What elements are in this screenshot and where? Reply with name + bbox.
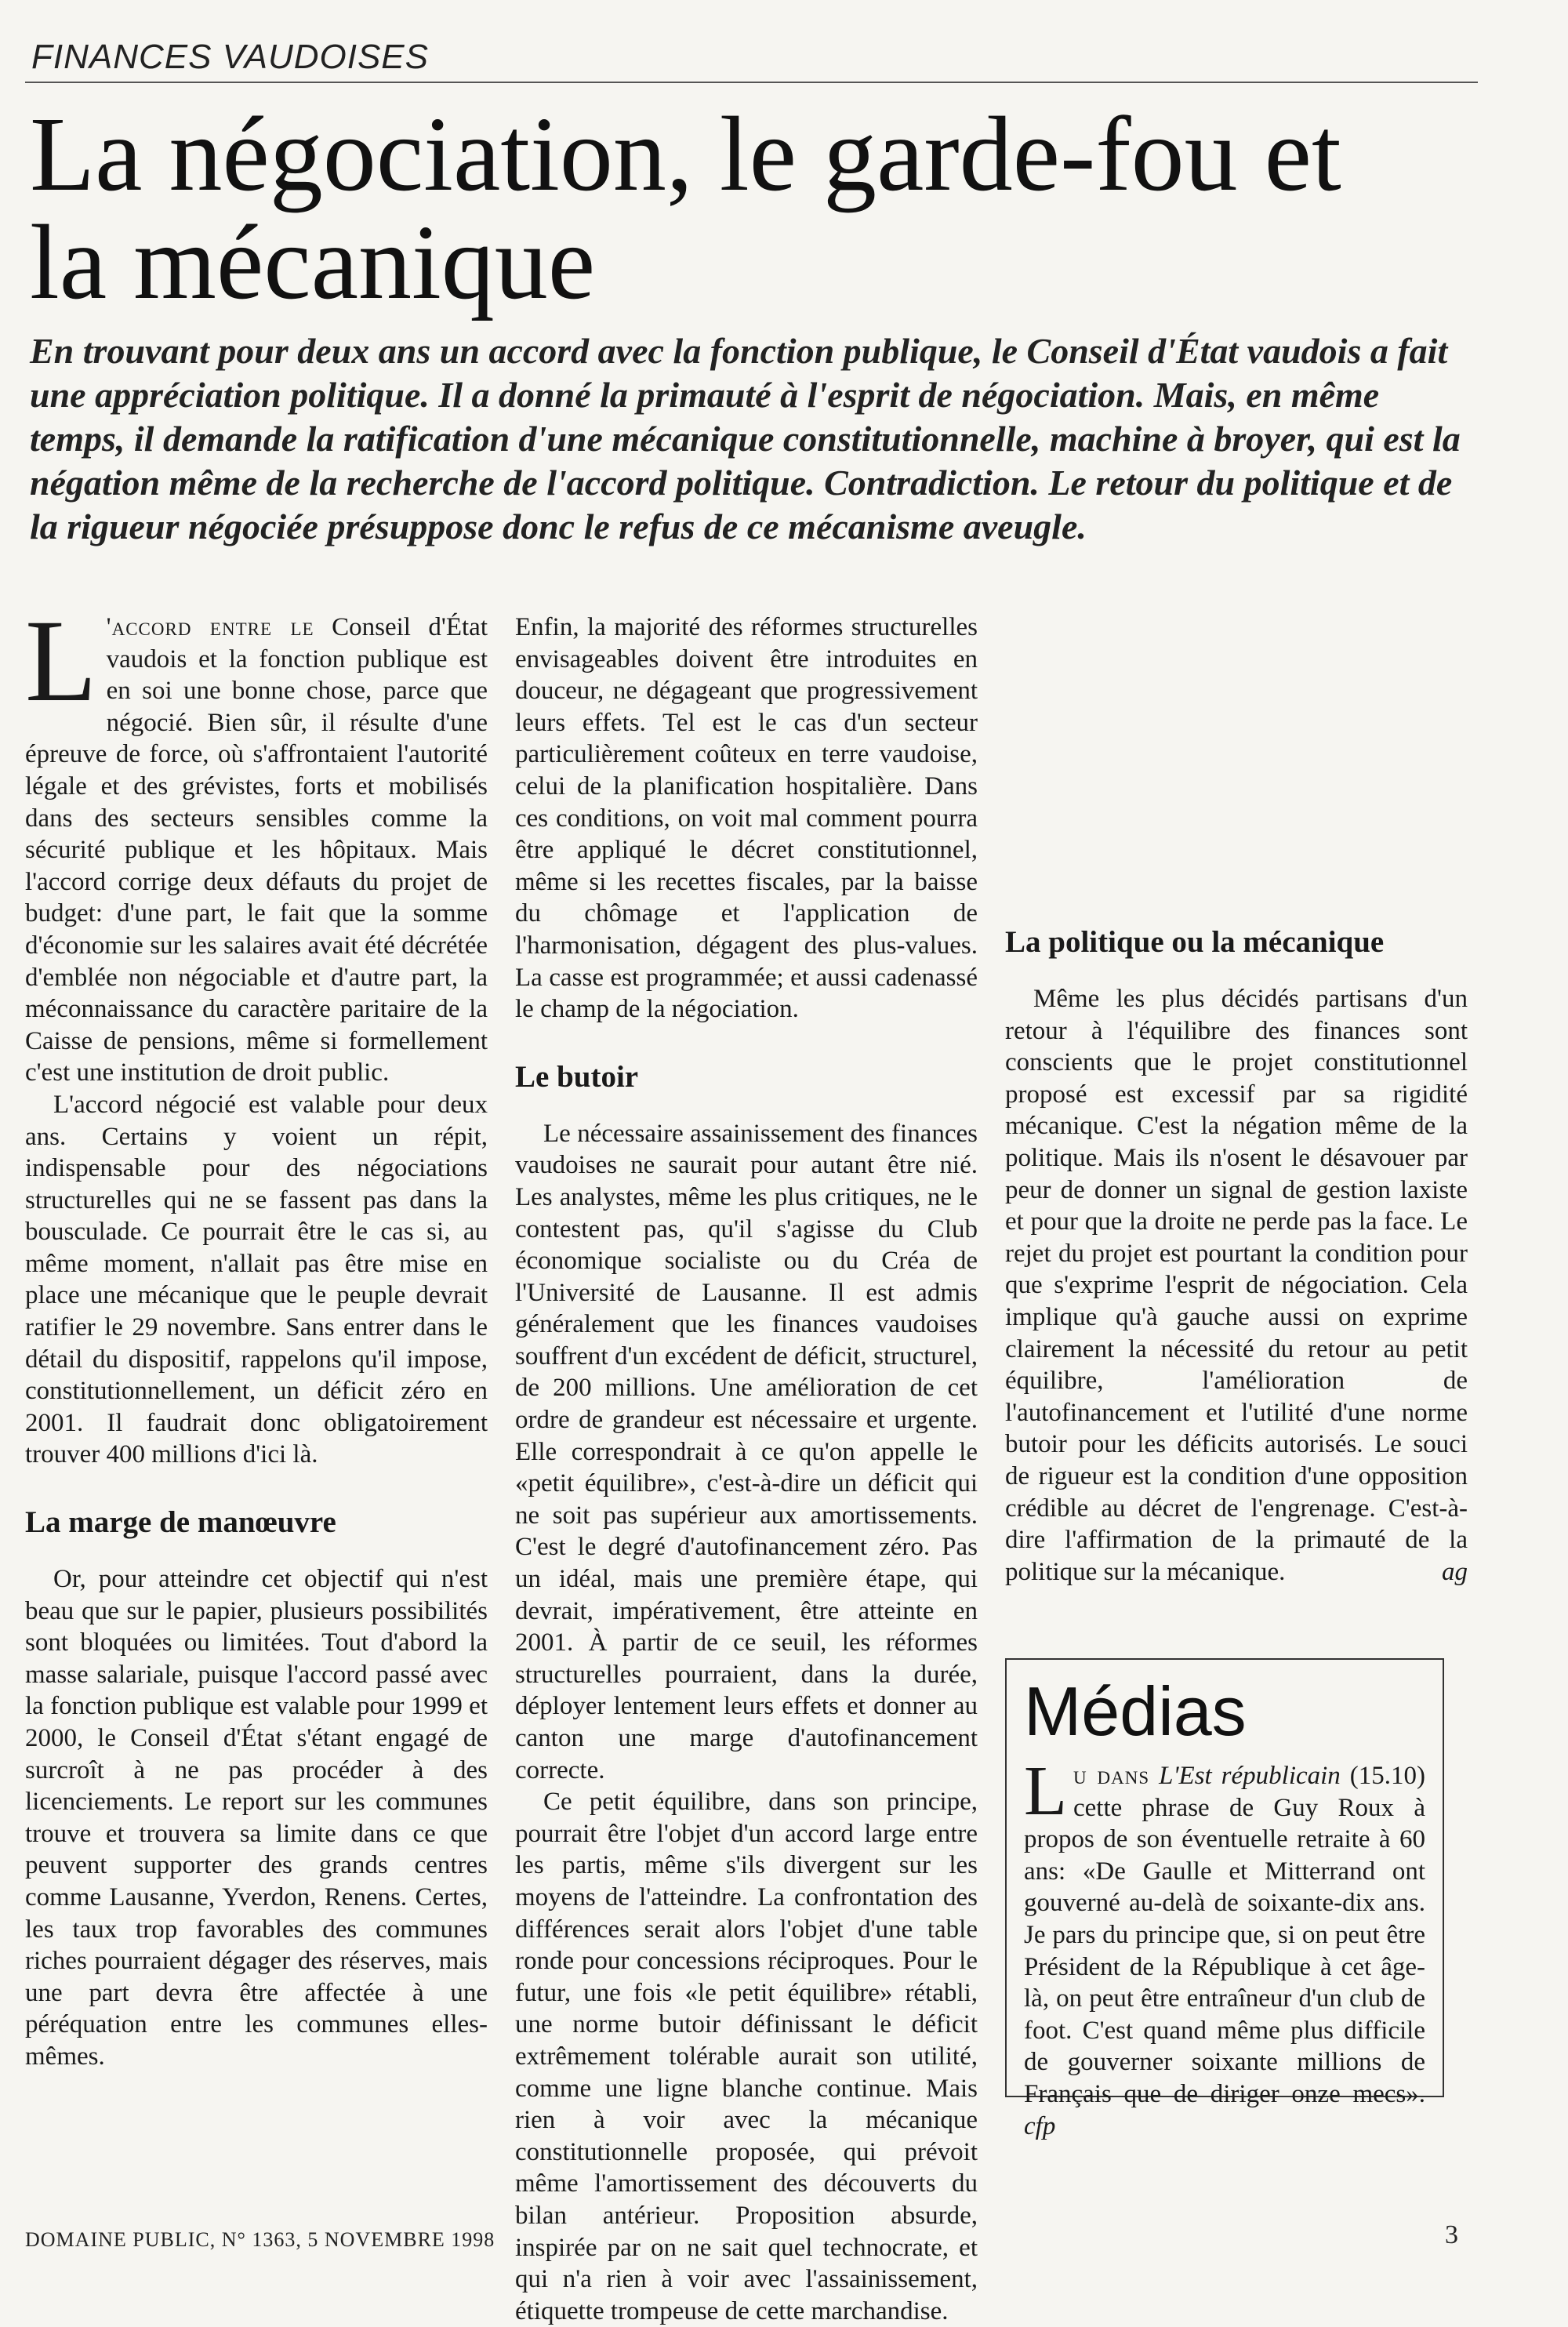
subheading-politique: La politique ou la mécanique: [1005, 925, 1385, 959]
section-label: FINANCES VAUDOISES: [31, 38, 430, 76]
article-column-3: [1005, 612, 1468, 1646]
article-column-2: [515, 612, 978, 2325]
article-paragraph-3: Or, pour atteindre cet objectif qui n'est beau que sur le papier, plusieurs possibilités sont bloquées ou limitées. Tout d'abord la masse salariale, puisque l'accord passé avec la fonction publique est valable pour 1999 et 2000, le Conseil d'État s'étant engagé de surcroît à ne pas procéder à des licenciements. Le report sur les communes trouve et trouvera sa limite dans ce que peuvent supporter des grands centres comme Lausanne, Yverdon, Renens. Certes, les taux trop favorables des communes riches pourraient dégager des réserves, mais une part devra être affectée à une péréquation entre les communes elles-mêmes.: [25, 1565, 488, 2071]
headline: La négociation, le garde-fou et la mécanique: [30, 96, 1341, 321]
footer-publication: DOMAINE PUBLIC, N° 1363, 5 NOVEMBRE 1998: [25, 2228, 495, 2251]
article-column-1: [25, 596, 488, 2172]
article-signature: ag: [1442, 1558, 1468, 1587]
medias-quote: (15.10) cette phrase de Guy Roux à propos de son éventuelle retraite à 60 ans: «De Gaulle et Mitterrand ont gouverné au-delà de soixante-dix ans. Je pars du principe que, si on peut être Président de la République à cet âge-là, on peut être entraîneur d'un club de foot. C'est quand même plus difficile de gouverner soixante millions de Français que de diriger onze mecs».: [1024, 1762, 1425, 2108]
medias-title: Médias: [1024, 1672, 1247, 1750]
medias-text: [1024, 1752, 1425, 2142]
page-number: 3: [1445, 2220, 1458, 2249]
header-rule: [25, 82, 1478, 83]
article-paragraph-5: Le nécessaire assainissement des finances vaudoises ne saurait pour autant être nié. Les analystes, même les plus critiques, ne le contestent pas, qu'il s'agisse du Club économique socialiste ou du Créa de l'Université de Lausanne. Il est admis généralement que les finances vaudoises souffrent d'un excédent de déficit, structurel, de 200 millions. Une amélioration de cet ordre de grandeur est nécessaire et urgente. Elle correspondrait à ce qu'on appelle le «petit équilibre», c'est-à-dire un déficit qui ne soit pas supérieur aux amortissements. C'est le degré d'autofinancement zéro. Pas un idéal, mais une première étape, qui devrait, impérativement, être atteinte en 2001. À partir de ce seuil, les réformes structurelles pourraient, dans la durée, déployer lentement leurs effets et donner au canton une marge d'autofinancement correcte.: [515, 1119, 978, 1784]
drop-cap: L: [25, 596, 97, 726]
subheading-marge: La marge de manœuvre: [25, 1505, 336, 1540]
medias-source: L'Est républicain: [1159, 1762, 1341, 1790]
medias-drop-cap: L: [1024, 1752, 1067, 1830]
opening-smallcaps: 'accord entre le: [106, 613, 314, 641]
article-paragraph-1: [25, 596, 488, 1089]
subheading-butoir: Le butoir: [515, 1059, 639, 1094]
article-paragraph-6: Ce petit équilibre, dans son principe, pourrait être l'objet d'un accord large entre les partis, même s'ils divergent sur les moyens de l'atteindre. La confrontation des différences serait alors l'objet d'une table ronde pour concessions réciproques. Pour le futur, une fois «le petit équilibre» rétabli, une norme butoir définissant le déficit extrêmement tolérable aurait son utilité, comme une ligne blanche continue. Mais rien à voir avec la mécanique constitutionnelle proposée, qui prévoit même l'amortissement des découverts du bilan antérieur. Proposition absurde, inspirée par on ne sait quel technocrate, et qui n'a rien à voir avec l'assainissement, étiquette trompeuse de cette marchandise.: [515, 1788, 978, 2325]
article-paragraph-7: Même les plus décidés partisans d'un retour à l'équilibre des finances sont conscients que le projet constitutionnel proposé est excessif par sa rigidité mécanique. C'est la négation même de la politique. Mais ils n'osent le désavouer par peur de donner un signal de gestion laxiste et pour que la droite ne perde pas la face. Le rejet du projet est pourtant la condition pour que s'exprime l'esprit de négociation. Cela implique qu'à gauche aussi on exprime clairement la nécessité du retour au petit équilibre, l'amélioration de l'autofinancement et l'utilité d'une norme butoir pour les déficits autorisés. Le souci de rigueur est la condition d'une opposition crédible au décret de l'engrenage. C'est-à-dire l'affirmation de la primauté de la politique sur la mécanique.: [1005, 985, 1468, 1586]
paragraph-text: Conseil d'État vaudois et la fonction publique est en soi une bonne chose, parce que négocié. Bien sûr, il résulte d'une épreuve de force, où s'affrontaient l'autorité légale et des grévistes, forts et mobilisés dans des secteurs sensibles comme la sécurité publique et les hôpitaux. Mais l'accord corrige deux défauts du projet de budget: d'une part, le fait que la somme d'économie sur les salaires avait été décrétée d'emblée non négociable et d'autre part, la méconnaissance du caractère paritaire de la Caisse de pensions, même si formellement c'est une institution de droit public.: [25, 613, 488, 1087]
medias-smallcaps: u dans: [1073, 1762, 1150, 1790]
medias-box: [1005, 1658, 1444, 2140]
lead-paragraph: En trouvant pour deux ans un accord avec la fonction publique, le Conseil d'État vaudois a fait une appréciation politique. Il a donné la primauté à l'esprit de négociation. Mais, en même temps, il demande la ratification d'une mécanique constitutionnelle, machine à broyer, qui est la négation même de la recherche de l'accord politique. Contradiction. Le retour du politique et de la rigueur négociée présuppose donc le refus de ce mécanisme aveugle.: [30, 331, 1461, 546]
article-paragraph-2: L'accord négocié est valable pour deux ans. Certains y voient un répit, indispensable pour des négociations structurelles qui ne se fassent pas dans la bousculade. Ce pourrait être le cas si, au même moment, n'allait pas être mise en place une mécanique que le peuple devrait ratifier le 29 novembre. Sans entrer dans le détail du dispositif, rappelons qu'il impose, constitutionnellement, un déficit zéro en 2001. Il faudrait donc obligatoirement trouver 400 millions d'ici là.: [25, 1090, 488, 1469]
medias-signature: cfp: [1024, 2111, 1056, 2140]
article-paragraph-4: Enfin, la majorité des réformes structurelles envisageables doivent être introduites en douceur, ne dégageant que progressivement leurs effets. Tel est le cas d'un secteur particulièrement coûteux en terre vaudoise, celui de la planification hospitalière. Dans ces conditions, on voit mal comment pourra être appliqué le décret constitutionnel, même si les recettes fiscales, par la baisse du chômage et l'application de l'harmonisation, dégagent des plus-values. La casse est programmée; et aussi cadenassé le champ de la négociation.: [515, 613, 978, 1024]
